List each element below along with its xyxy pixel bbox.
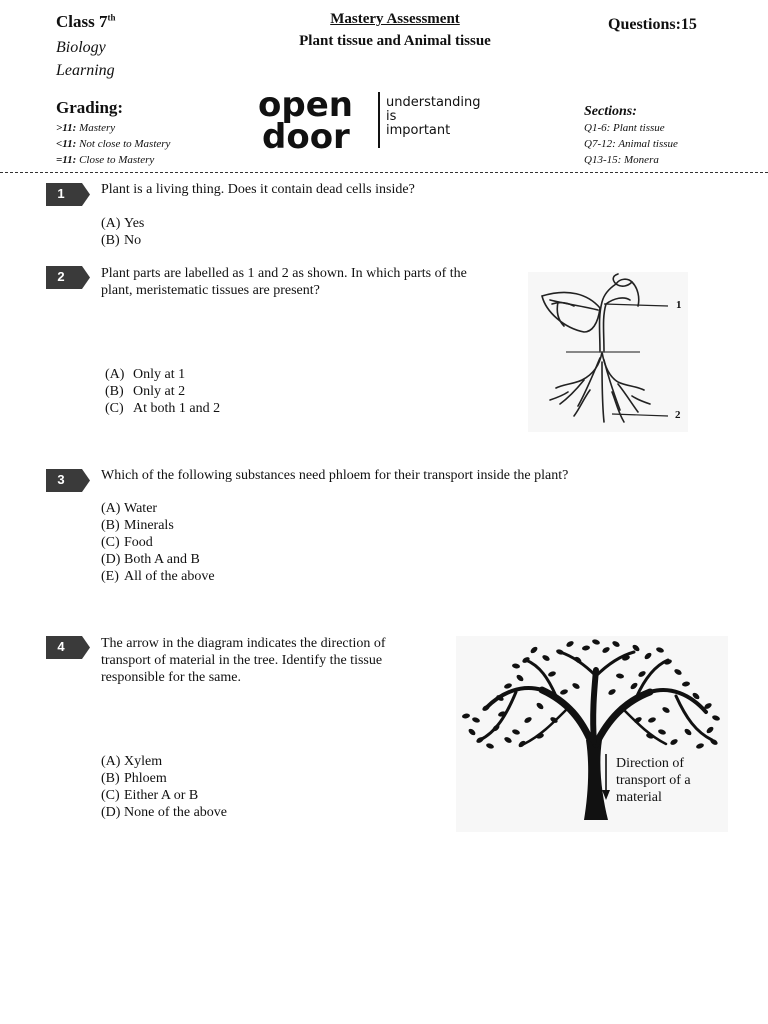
section-item: Q1-6: Plant tissue: [584, 122, 665, 134]
subject-mode: Learning: [56, 62, 115, 79]
grading-item: >11: Mastery: [56, 122, 116, 134]
question-3-options: [101, 500, 215, 585]
logo-wordmark-line1: open: [258, 88, 353, 125]
diagram-label-2: 2: [675, 409, 681, 421]
header-divider: [0, 172, 768, 173]
option-e[interactable]: (E) All of the above: [101, 569, 215, 584]
question-1-text: Plant is a living thing. Does it contain dead cells inside?: [101, 182, 415, 197]
option-d[interactable]: (D) None of the above: [101, 805, 228, 820]
option-a[interactable]: (A) Xylem: [101, 754, 163, 769]
grading-heading: Grading:: [56, 98, 124, 117]
subject-name: Biology: [56, 39, 106, 56]
option-c[interactable]: (C) Food: [101, 535, 153, 550]
sections-heading: Sections:: [584, 104, 637, 119]
question-3-text: Which of the following substances need phloem for their transport inside the plant?: [101, 468, 569, 483]
option-b[interactable]: (B) No: [101, 233, 142, 248]
grading-item: =11: Close to Mastery: [56, 154, 155, 166]
tree-diagram-caption: Direction of transport of a material: [616, 756, 691, 805]
grading-item: <11: Not close to Mastery: [56, 138, 171, 150]
logo-wordmark-line2: door: [262, 117, 350, 152]
question-4-options: [101, 753, 227, 821]
option-d[interactable]: (D) Both A and B: [101, 552, 200, 567]
option-a[interactable]: (A) Only at 1: [105, 367, 186, 382]
option-b[interactable]: (B) Minerals: [101, 518, 174, 533]
plant-diagram: [528, 272, 688, 432]
section-item: Q13-15: Monera: [584, 154, 659, 166]
sections-block: [584, 104, 678, 168]
page-title: Mastery Assessment: [330, 11, 460, 27]
page-title-block: [250, 8, 540, 52]
option-a[interactable]: (A) Yes: [101, 216, 145, 231]
logo-tagline: understanding is important: [386, 95, 481, 138]
question-number-badge: 2: [46, 266, 90, 289]
diagram-label-1: 1: [676, 299, 682, 311]
class-label: Class 7th: [56, 12, 116, 31]
option-b[interactable]: (B) Only at 2: [105, 384, 186, 399]
question-number-badge: 3: [46, 469, 90, 492]
questions-count: Questions:15: [608, 16, 697, 33]
option-a[interactable]: (A) Water: [101, 501, 158, 516]
subject-block: [56, 36, 115, 82]
page-subtitle: Plant tissue and Animal tissue: [299, 33, 491, 49]
question-2-text: Plant parts are labelled as 1 and 2 as shown. In which parts of the plant, meristematic tissues are present?: [101, 266, 467, 298]
question-4-text: The arrow in the diagram indicates the direction of transport of material in the tree. Identify the tissue responsible for the same.: [101, 636, 386, 685]
question-2-options: [105, 366, 220, 417]
option-b[interactable]: (B) Phloem: [101, 771, 167, 786]
option-c[interactable]: (C) At both 1 and 2: [105, 401, 221, 416]
question-number-badge: 4: [46, 636, 90, 659]
option-c[interactable]: (C) Either A or B: [101, 788, 199, 803]
grading-list: [56, 120, 170, 168]
section-item: Q7-12: Animal tissue: [584, 138, 678, 150]
question-1-options: [101, 215, 144, 249]
question-number-badge: 1: [46, 183, 90, 206]
